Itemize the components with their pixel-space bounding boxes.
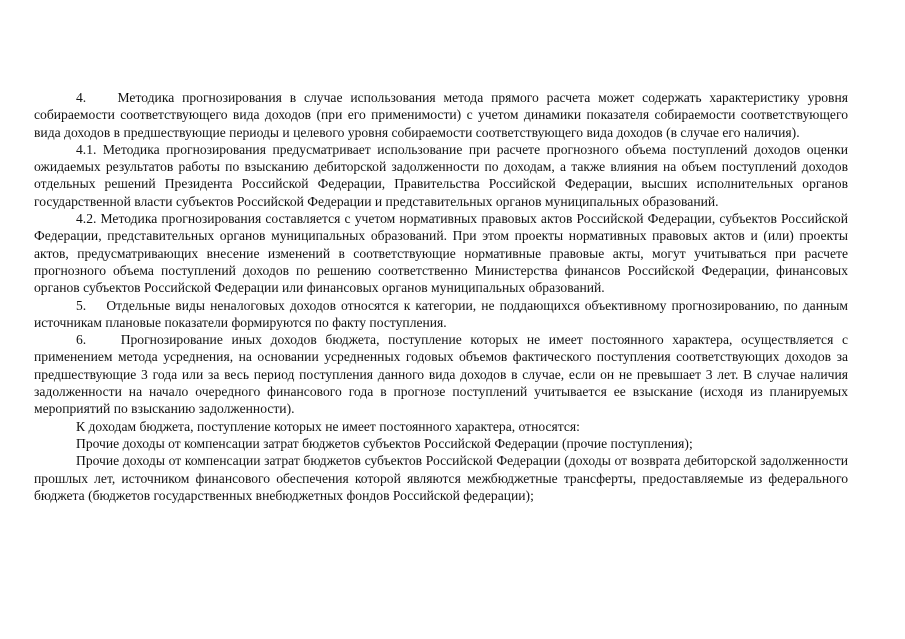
paragraph-other-income-1: Прочие доходы от компенсации затрат бюджетов субъектов Российской Федерации (прочие поступления); [76, 435, 693, 451]
document-page [34, 89, 848, 504]
paragraph-4-2: 4.2. Методика прогнозирования составляется с учетом нормативных правовых актов Российской Федерации, субъектов Российской Федерации, представительных органов муниципальных образований. При этом проекты нормативных правовых актов и (или) проекты актов, предусматривающих внесение изменений в соответствующие нормативные правовые акты, могут учитываться при расчете прогнозного объема поступлений доходов по решению соответственно Министерства финансов Российской Федерации, финансовых органов субъектов Российской Федерации или финансовых органов муниципальных образований. [34, 211, 848, 296]
paragraph-other-income-2: Прочие доходы от компенсации затрат бюджетов субъектов Российской Федерации (доходы от возврата дебиторской задолженности прошлых лет, источником финансового обеспечения которой являются межбюджетные трансферты, предоставляемые из федерального бюджета (бюджетов государственных внебюджетных фондов Российской федерации); [34, 453, 848, 503]
paragraph-5: 5. Отдельные виды неналоговых доходов относятся к категории, не поддающихся объективному прогнозированию, по данным источникам плановые показатели формируются по факту поступления. [34, 297, 848, 330]
paragraph-6: 6. Прогнозирование иных доходов бюджета, поступление которых не имеет постоянного характера, осуществляется с применением метода усреднения, на основании усредненных годовых объемов фактического поступления соответствующих доходов за предшествующие 3 года или за весь период поступления данного вида доходов в случае, если он не превышает 3 лет. В случае наличия задолженности на начало очередного финансового года в прогнозе поступлений учитывается ее взыскание (исходя из планируемых мероприятий по взысканию задолженности). [34, 332, 848, 417]
paragraph-4-1: 4.1. Методика прогнозирования предусматривает использование при расчете прогнозного объема поступлений доходов оценки ожидаемых результатов работы по взысканию дебиторской задолженности по доходам, а также влияния на объем поступлений доходов отдельных решений Президента Российской Федерации, Правительства Российской Федерации, высших исполнительных органов государственной власти субъектов Российской Федерации и представительных органов муниципальных образований. [34, 141, 848, 209]
paragraph-irregular-income-intro: К доходам бюджета, поступление которых не имеет постоянного характера, относятся: [76, 418, 580, 434]
paragraph-4: 4. Методика прогнозирования в случае использования метода прямого расчета может содержать характеристику уровня собираемости соответствующего вида доходов (при его применимости) с учетом динамики показателя собираемости соответствующего вида доходов в предшествующие периоды и целевого уровня собираемости соответствующего вида доходов (в случае его наличия). [34, 90, 848, 140]
